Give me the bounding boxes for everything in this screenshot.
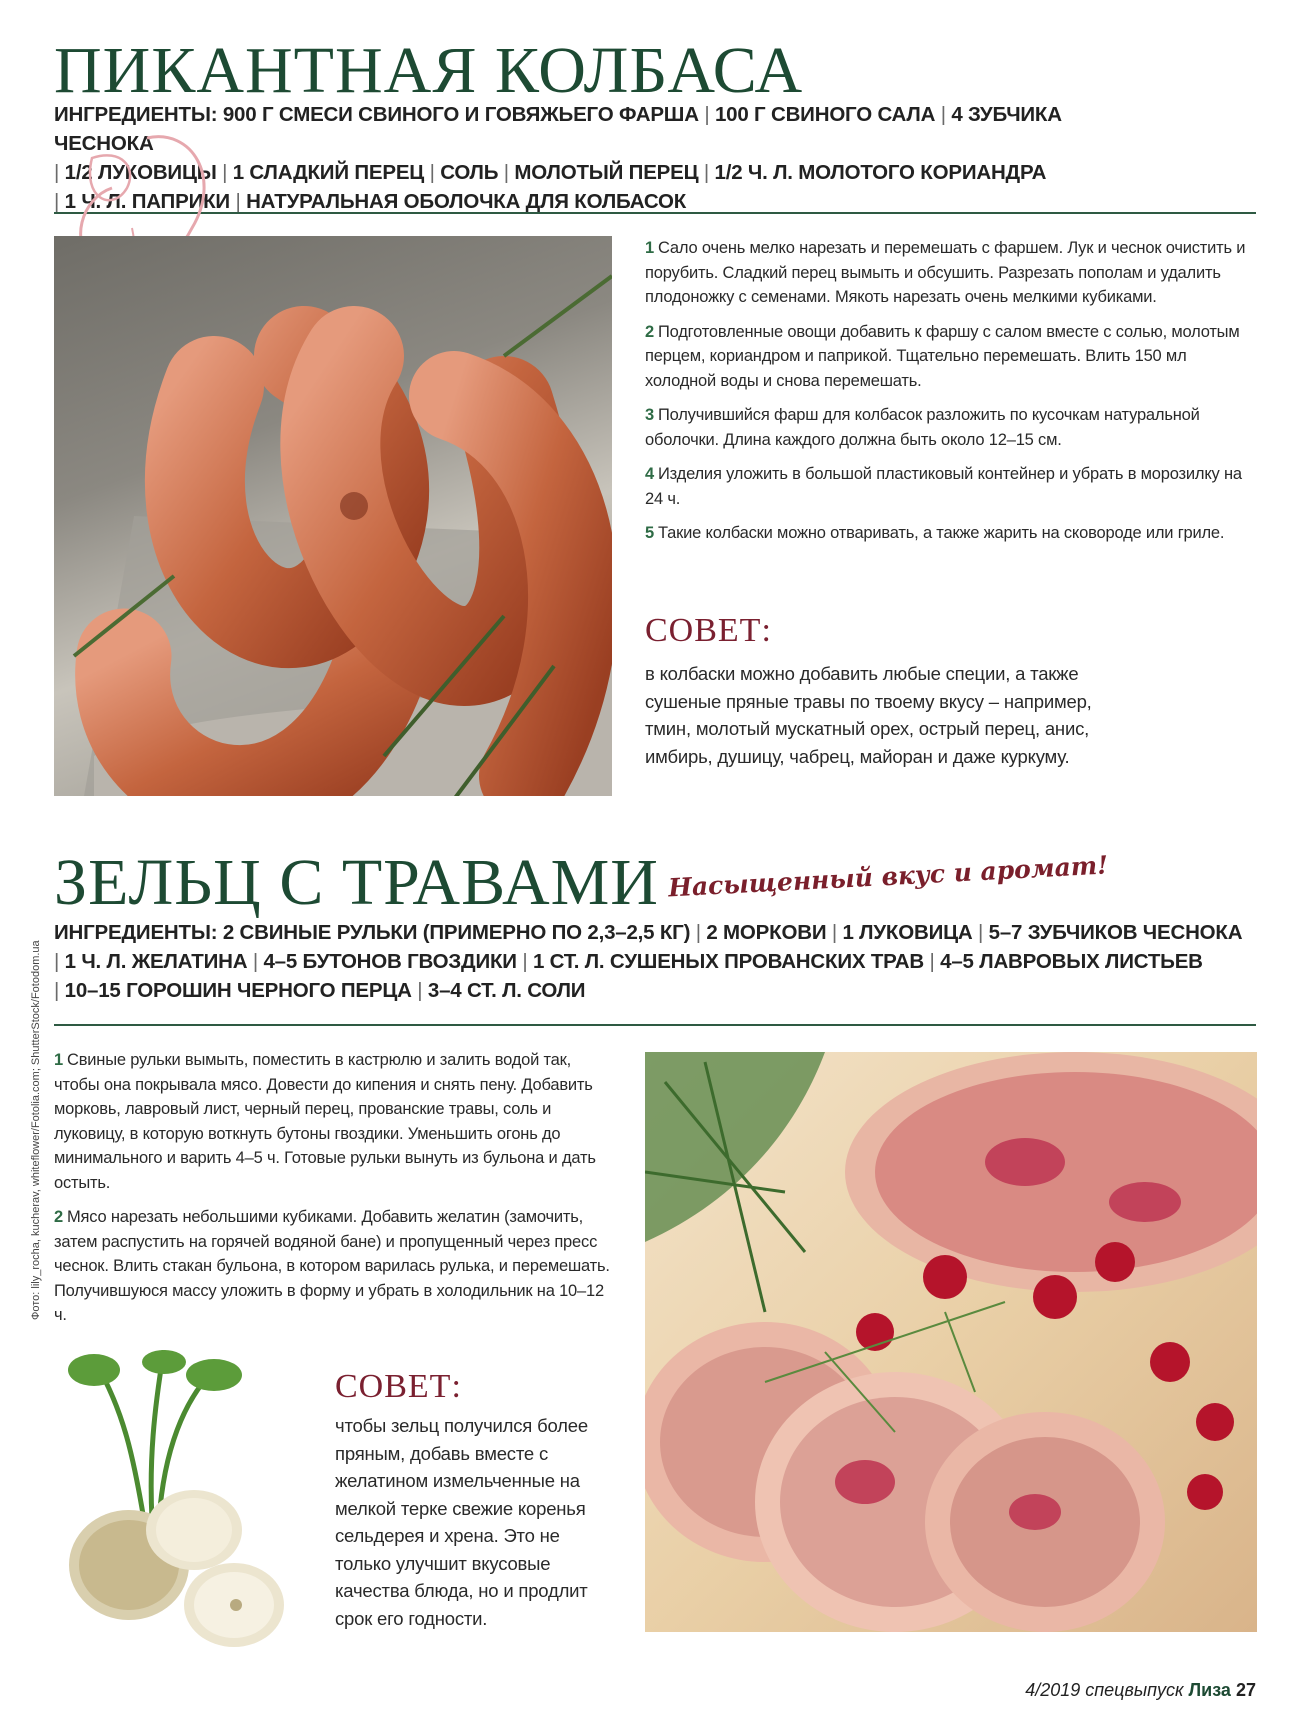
ingredient: 1/2 ЛУКОВИЦЫ xyxy=(64,161,217,184)
ingredient: 5–7 ЗУБЧИКОВ ЧЕСНОКА xyxy=(988,921,1243,944)
ingredients-block: ИНГРЕДИЕНТЫ: 2 СВИНЫЕ РУЛЬКИ (ПРИМЕРНО ПО 2,3–2,5 КГ) | 2 МОРКОВИ | 1 ЛУКОВИЦА | 5–7 ЗУБЧИКОВ ЧЕСНОКА | 1 Ч. Л. ЖЕЛАТИНА | 4–5 БУТОНОВ ГВОЗДИКИ | 1 СТ. Л. СУШЕНЫХ ПРОВАНСКИХ ТРАВ | 4–5 ЛАВРОВЫХ ЛИСТЬЕВ | 10–15 ГОРОШИН ЧЕРНОГО ПЕРЦА | 3–4 СТ. Л. СОЛИ xyxy=(54,921,1243,1002)
ingredient: 2 СВИНЫЕ РУЛЬКИ (ПРИМЕРНО ПО 2,3–2,5 КГ) xyxy=(222,921,691,944)
step-item: 4 Изделия уложить в большой пластиковый контейнер и убрать в морозилку на 24 ч. xyxy=(645,465,1242,508)
recipe-title: ЗЕЛЬЦ С ТРАВАМИ xyxy=(54,846,659,919)
ingredient: 4–5 БУТОНОВ ГВОЗДИКИ xyxy=(263,950,517,973)
sausage-photo xyxy=(54,236,612,796)
ingredient: МОЛОТЫЙ ПЕРЕЦ xyxy=(514,161,699,184)
ingredient: 1 Ч. Л. ЖЕЛАТИНА xyxy=(64,950,248,973)
recipe-title: ПИКАНТНАЯ КОЛБАСА xyxy=(54,34,804,107)
ingredient: 1 Ч. Л. ПАПРИКИ xyxy=(64,190,230,213)
ingredient: 2 МОРКОВИ xyxy=(706,921,827,944)
step-item: 1 Свиные рульки вымыть, поместить в кастрюлю и залить водой так, чтобы она покрывала мясо. Довести до кипения и снять пену. Добавить морковь, лавровый лист, черный перец, прованские травы, соль и луковицу, в которую воткнуть бутоны гвоздики. Уменьшить огонь до минимального и варить 4–5 ч. Готовые рульки вынуть из бульона и дать остыть. xyxy=(54,1051,596,1192)
ingredient: СОЛЬ xyxy=(440,161,499,184)
celery-photo xyxy=(54,1350,286,1650)
ingredient: 4–5 ЛАВРОВЫХ ЛИСТЬЕВ xyxy=(940,950,1203,973)
step-item: 1 Сало очень мелко нарезать и перемешать с фаршем. Лук и чеснок очистить и порубить. Сладкий перец вымыть и обсушить. Разрезать пополам и удалить плодоножку с семенами. Мякоть нарезать очень мелкими кубиками. xyxy=(645,239,1246,306)
steps-list xyxy=(645,236,1257,556)
page-number: 27 xyxy=(1235,1680,1256,1700)
section-divider xyxy=(54,212,1256,214)
tip-heading: СОВЕТ: xyxy=(335,1368,462,1405)
ingredient: 1 ЛУКОВИЦА xyxy=(842,921,973,944)
step-item: 2 Мясо нарезать небольшими кубиками. Добавить желатин (замочить, затем распустить на горячей водяной бане) и пропущенный через пресс чеснок. Влить стакан бульона, в котором варилась рулька, и перемешать. Получившуюся массу уложить в форму и убрать в холодильник на 10–12 ч. xyxy=(54,1208,610,1324)
ingredients-label: ИНГРЕДИЕНТЫ: xyxy=(54,921,218,944)
page-footer xyxy=(1025,1680,1256,1701)
tip-text: в колбаски можно добавить любые специи, а также сушеные пряные травы по твоему вкусу – например, тмин, молотый мускатный орех, острый перец, анис, имбирь, душицу, чабрец, майоран и даже куркуму. xyxy=(645,663,1092,767)
step-item: 3 Получившийся фарш для колбасок разложить по кусочкам натуральной оболочки. Длина каждого должна быть около 12–15 см. xyxy=(645,406,1200,449)
section-divider xyxy=(54,1024,1256,1026)
ingredient: 1/2 Ч. Л. МОЛОТОГО КОРИАНДРА xyxy=(714,161,1047,184)
ingredient: 100 Г СВИНОГО САЛА xyxy=(714,103,936,126)
ingredient: 1 СЛАДКИЙ ПЕРЕЦ xyxy=(232,161,425,184)
steps-list xyxy=(54,1048,614,1338)
step-item: 2 Подготовленные овощи добавить к фаршу с салом вместе с солью, молотым перцем, кориандром и паприкой. Тщательно перемешать. Влить 150 мл холодной воды и снова перемешать. xyxy=(645,322,1240,390)
ingredient: 3–4 СТ. Л. СОЛИ xyxy=(427,979,586,1002)
issue-label: 4/2019 спецвыпуск xyxy=(1025,1680,1184,1700)
step-item: 5 Такие колбаски можно отваривать, а также жарить на сковороде или гриле. xyxy=(645,524,1225,542)
ingredient: НАТУРАЛЬНАЯ ОБОЛОЧКА ДЛЯ КОЛБАСОК xyxy=(246,190,687,213)
magazine-name: Лиза xyxy=(1188,1680,1231,1700)
ingredient: 4 ЗУБЧИКА ЧЕСНОКА xyxy=(54,103,1062,155)
slogan: Насыщенный вкус и аромат! xyxy=(667,850,1109,903)
ingredient: 10–15 ГОРОШИН ЧЕРНОГО ПЕРЦА xyxy=(64,979,412,1002)
photo-credit: Фото: lily_rocha, kucherav, whiteflower/Fotolia.com; ShutterStock/Fotodom.ua xyxy=(30,940,42,1320)
tip-heading: СОВЕТ: xyxy=(645,612,772,649)
tip-text: чтобы зельц получился более пряным, добавь вместе с желатином измельченные на мелкой терке свежие коренья сельдерея и хрена. Это не только улучшит вкусовые качества блюда, но и продлит срок его годности. xyxy=(335,1415,588,1629)
brawn-photo xyxy=(645,1052,1257,1632)
ingredient: 900 Г СМЕСИ СВИНОГО И ГОВЯЖЬЕГО ФАРША xyxy=(222,103,699,126)
ingredients-label: ИНГРЕДИЕНТЫ: xyxy=(54,103,218,126)
ingredient: 1 СТ. Л. СУШЕНЫХ ПРОВАНСКИХ ТРАВ xyxy=(532,950,925,973)
ingredients-block: ИНГРЕДИЕНТЫ: 900 Г СМЕСИ СВИНОГО И ГОВЯЖЬЕГО ФАРША | 100 Г СВИНОГО САЛА | 4 ЗУБЧИКА ЧЕСНОКА | 1/2 ЛУКОВИЦЫ | 1 СЛАДКИЙ ПЕРЕЦ | СОЛЬ | МОЛОТЫЙ ПЕРЕЦ | 1/2 Ч. Л. МОЛОТОГО КОРИАНДРА | 1 Ч. Л. ПАПРИКИ | НАТУРАЛЬНАЯ ОБОЛОЧКА ДЛЯ КОЛБАСОК xyxy=(54,103,1062,213)
